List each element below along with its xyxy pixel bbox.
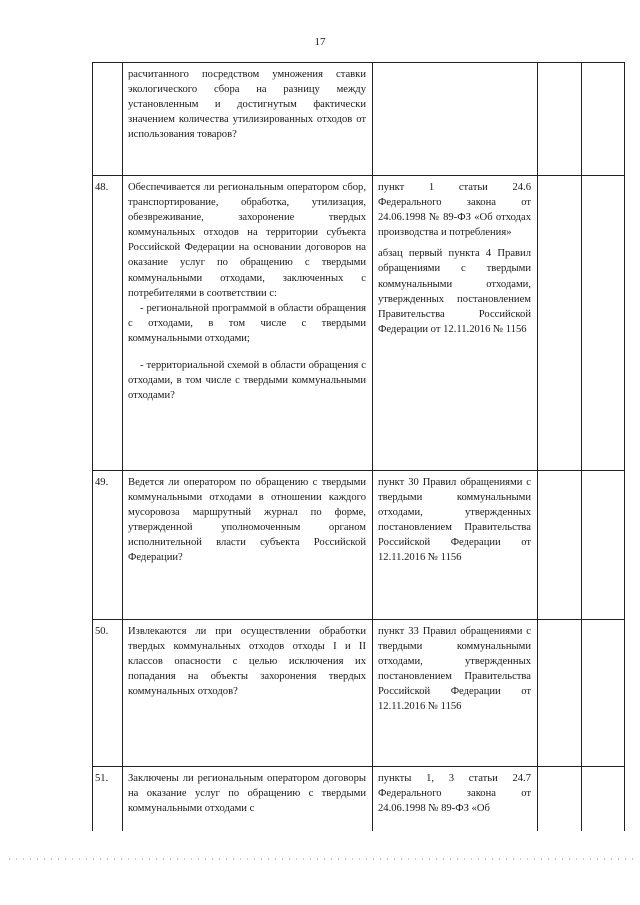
empty-cell [537,63,581,175]
empty-cell [537,620,581,766]
table-row [92,63,625,176]
empty-cell [537,176,581,470]
row-number: 48. [92,176,122,470]
empty-cell [537,767,581,831]
reference-text: пункт 1 статьи 24.6 Федерального закона от 24.06.1998 № 89-ФЗ «Об отходах производства и потребления» [378,182,531,239]
reference-text: пункт 30 Правил обращениями с твердыми коммунальными отходами, утвержденных постановлением Правительства Российской Федерации от 12.11.2016 № 1156 [378,477,531,564]
table-row [92,620,625,767]
question-cell [122,471,372,619]
reference-text: пункты 1, 3 статьи 24.7 Федерального закона от 24.06.1998 № 89-ФЗ «Об [378,773,531,815]
question-text: Извлекаются ли при осуществлении обработки твердых коммунальных отходов отходы I и II классов опасности с целью исключения их попадания на объекты захоронения твердых коммунальных отходов? [128,626,366,698]
row-number: 51. [92,767,122,831]
table-row [92,176,625,471]
reference-cell [372,63,537,175]
row-number: 50. [92,620,122,766]
reference-cell [372,471,537,619]
row-number: 49. [92,471,122,619]
scan-artifact-dotted-line [6,858,634,860]
reference-cell [372,767,537,831]
question-text: расчитанного посредством умножения ставки экологического сбора на разницу между установленным и достигнутым фактически значением количества утилизированных отходов от использования товаров? [128,69,366,141]
reference-text: абзац первый пункта 4 Правил обращениями с твердыми коммунальными отходами, утвержденных постановлением Правительства Российской Федерации от 12.11.2016 № 1156 [378,248,531,335]
question-text: Обеспечивается ли региональным оператором сбор, транспортирование, обработка, утилизация, обезвреживание, захоронение твердых коммунальных отходов на территории субъекта Российской Федерации на основании договоров на оказание услуг по обращению с твердыми коммунальными отходами, заключенных с потребителями в соответствии с: [128,182,366,299]
question-cell [122,620,372,766]
table-row [92,471,625,620]
empty-cell [581,176,625,470]
question-text: Заключены ли региональным оператором договоры на оказание услуг по обращению с твердыми коммунальными отходами с [128,773,366,815]
empty-cell [581,620,625,766]
empty-cell [581,767,625,831]
reference-text: пункт 33 Правил обращениями с твердыми коммунальными отходами, утвержденных постановлением Правительства Российской Федерации от 12.11.2016 № 1156 [378,626,531,713]
question-cell [122,63,372,175]
empty-cell [537,471,581,619]
empty-cell [581,63,625,175]
question-cell [122,176,372,470]
reference-cell [372,176,537,470]
question-item: - региональной программой в области обращения с отходами, в том числе с твердыми коммунальными отходами; [128,302,366,344]
table-row [92,767,625,831]
question-cell [122,767,372,831]
row-number [92,63,122,175]
question-text: Ведется ли оператором по обращению с твердыми коммунальными отходами в отношении каждого мусоровоза маршрутный журнал по форме, утвержденной уполномоченным органом исполнительной власти субъекта Российской Федерации? [128,477,366,564]
reference-cell [372,620,537,766]
question-item: - территориальной схемой в области обращения с отходами, в том числе с твердыми коммунальными отходами? [128,360,366,402]
page-number: 17 [314,36,326,48]
empty-cell [581,471,625,619]
requirements-table [92,62,625,831]
